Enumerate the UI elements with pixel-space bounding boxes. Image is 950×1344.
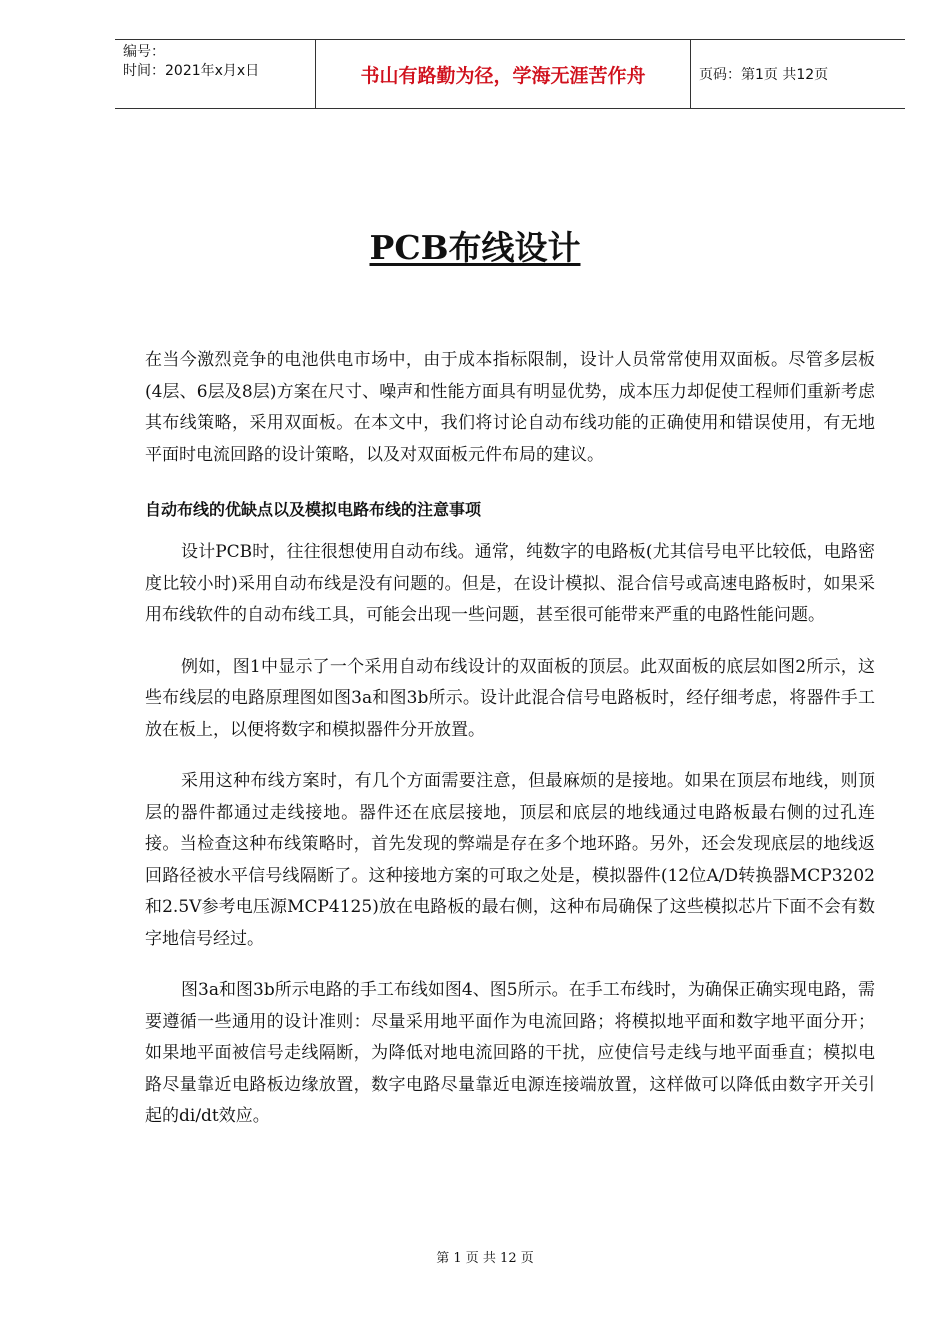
body-paragraph: 设计PCB时，往往很想使用自动布线。通常，纯数字的电路板(尤其信号电平比较低，电路密度比较小时)采用自动布线是没有问题的。但是，在设计模拟、混合信号或高速电路板时，如果采用布线软件的自动布线工具，可能会出现一些问题，甚至很可能带来严重的电路性能问题。 (145, 542, 875, 625)
header-motto: 书山有路勤为径，学海无涯苦作舟 (315, 40, 691, 108)
page-header (115, 39, 905, 109)
section-heading: 自动布线的优缺点以及模拟电路布线的注意事项 (145, 500, 482, 519)
body-paragraph: 采用这种布线方案时，有几个方面需要注意，但最麻烦的是接地。如果在顶层布地线，则顶层的器件都通过走线接地。器件还在底层接地，顶层和底层的地线通过电路板最右侧的过孔连接。当检查这种布线策略时，首先发现的弊端是存在多个地环路。另外，还会发现底层的地线返回路径被水平信号线隔断了。这种接地方案的可取之处是，模拟器件(12位A/D转换器MCP3202和2.5V参考电压源MCP4125)放在电路板的最右侧，这种布局确保了这些模拟芯片下面不会有数字地信号经过。 (145, 771, 875, 949)
document-body (145, 345, 875, 1133)
header-number-label: 编号： (123, 44, 165, 60)
header-date: 时间：2021年x月x日 (123, 63, 260, 79)
header-page-info: 页码：第1页 共12页 (699, 67, 829, 83)
intro-paragraph: 在当今激烈竞争的电池供电市场中，由于成本指标限制，设计人员常常使用双面板。尽管多层板(4层、6层及8层)方案在尺寸、噪声和性能方面具有明显优势，成本压力却促使工程师们重新考虑其布线策略，采用双面板。在本文中，我们将讨论自动布线功能的正确使用和错误使用，有无地平面时电流回路的设计策略，以及对双面板元件布局的建议。 (145, 350, 875, 465)
header-meta (115, 40, 315, 108)
document-title: PCB布线设计 (369, 228, 581, 267)
page-footer: 第 1 页 共 12 页 (436, 1251, 534, 1266)
body-paragraph: 例如，图1中显示了一个采用自动布线设计的双面板的顶层。此双面板的底层如图2所示，这些布线层的电路原理图如图3a和图3b所示。设计此混合信号电路板时，经仔细考虑，将器件手工放在板上，以便将数字和模拟器件分开放置。 (145, 656, 875, 740)
body-paragraph: 图3a和图3b所示电路的手工布线如图4、图5所示。在手工布线时，为确保正确实现电路，需要遵循一些通用的设计准则：尽量采用地平面作为电流回路；将模拟地平面和数字地平面分开；如果地平面被信号走线隔断，为降低对地电流回路的干扰，应使信号走线与地平面垂直；模拟电路尽量靠近电路板边缘放置，数字电路尽量靠近电源连接端放置，这样做可以降低由数字开关引起的di/dt效应。 (145, 980, 875, 1126)
document-title-wrap (0, 222, 950, 269)
